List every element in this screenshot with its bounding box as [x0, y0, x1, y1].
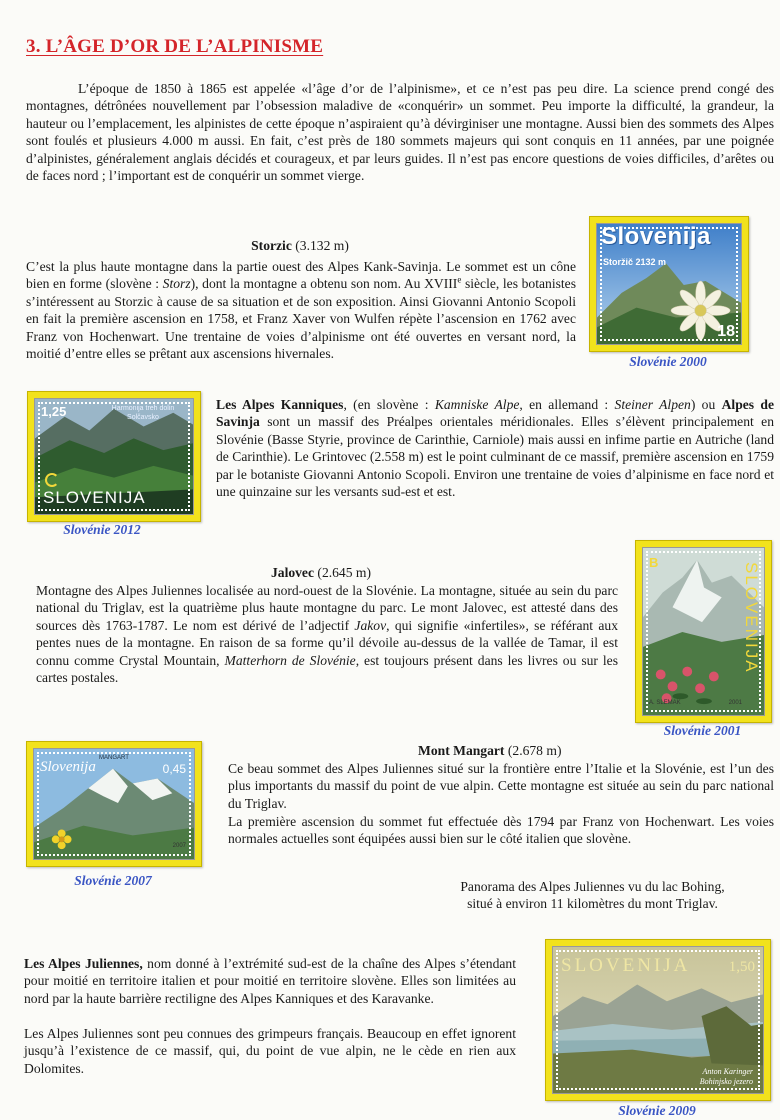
jalovec-name: Jalovec: [270, 565, 315, 580]
stamp-mangart-top: MANGART: [99, 755, 129, 761]
stamp-juliennes-sig-2: Bohinjsko jezero: [699, 1077, 753, 1086]
stamp-juliennes: [545, 939, 771, 1101]
panorama-line-1: Panorama des Alpes Juliennes vu du lac Bohing,: [460, 879, 725, 894]
intro-paragraph: L’époque de 1850 à 1865 est appelée «l’âge d’or de l’alpinisme», et ce n’est pas peu dire. La science prend congé des montagnes, détrônées nouvellement par l’obsession maladive de «conquérir» un sommet. Peu importe la difficulté, la grandeur, la hauteur ou l’emplacement, les alpinistes de cette époque n’aspiraient qu’à dévirginiser une montagne. Aussi bien des sommets des Alpes sont foulés et plusieurs 4.000 m aussi. En fait, c’est près de 180 sommets majeurs qui sont conquis en 11 années, par une poignée d’alpinistes, généralement anglais décidés et courageux, et par leurs guides. Il n’est pas encore questions de voies difficiles, d’arêtes ou de faces nord ; l’important est de conquérir un sommet vierge.: [26, 81, 774, 184]
storzic-text: [26, 258, 576, 362]
kanniques-italic-1: Kamniske Alpe: [434, 397, 520, 412]
storzic-text-1: C’est la plus haute montagne dans la partie ouest des Alpes Kank-Savinja. Le sommet est un cône bien en forme (slovène :: [26, 259, 576, 292]
storzic-heading: [26, 237, 574, 254]
storzic-text-italic: Storz: [162, 276, 191, 292]
caption-kanniques: Slovénie 2012: [63, 522, 141, 537]
caption-jalovec: Slovénie 2001: [663, 723, 742, 738]
caption-mangart: Slovénie 2007: [74, 873, 152, 888]
stamp-juliennes-sig-1: Anton Karinger: [702, 1067, 753, 1076]
stamp-kanniques-place: [103, 404, 183, 422]
juliennes-text-2: Les Alpes Juliennes sont peu connues des grimpeurs français. Beaucoup en effet ignorent jusqu’à l’existence de ce massif, qui, du point de vue alpin, ne le cède en rien aux Dolomites.: [24, 1026, 516, 1076]
juliennes-text-1: [24, 955, 516, 1007]
storzic-superscript: e: [457, 274, 462, 285]
juliennes-text-1a: nom donné à l’extrémité sud-est de la chaîne des Alpes s’étendant pour moitié en territoire italien et pour moitié en territoire slovène. Elles son limitées au nord par la haute barrière rectiligne des Alpes Kanniques et des Karavanke.: [24, 956, 516, 1006]
stamp-mangart-value: 0,45: [162, 762, 186, 776]
kanniques-name: Les Alpes Kanniques: [216, 397, 344, 412]
stamp-juliennes-value: 1,50: [728, 959, 755, 975]
stamp-jalovec-value: B: [649, 555, 659, 570]
kanniques-text-1: , (en slovène :: [343, 397, 435, 412]
stamp-kanniques-country: SLOVENIJA: [43, 488, 146, 507]
mangart-text-2: La première ascension du sommet fut effectuée dès 1794 par Franz von Hochenwart. Les voies normales actuelles sont équipées aussi bien sur le côté italien que slovène.: [228, 814, 774, 847]
stamp-jalovec: [635, 540, 772, 723]
stamp-jalovec-year: 2001: [728, 699, 742, 706]
caption-juliennes: Slovénie 2009: [618, 1103, 696, 1118]
jalovec-text-3: , est toujours présent dans les livres ou sur les cartes postales.: [36, 652, 618, 686]
stamp-storzic-value: 18: [717, 322, 735, 340]
kanniques-text-3: ) ou: [690, 397, 722, 412]
stamp-jalovec-country: SLOVENIJA: [742, 562, 761, 674]
jalovec-italic-2: Matterhorn de Slovénie: [224, 652, 356, 668]
jalovec-text-1: Montagne des Alpes Juliennes localisée au nord-ouest de la Slovénie. La montagne, située au sein du parc national du Triglav, est la quatrième plus haute montagne du parc. Le mont Jalovec, est attesté dans des sources dès 1763-1787. Le nom est dérivé de l’adjectif: [36, 583, 618, 633]
kanniques-text-4: sont un massif des Préalpes orientales méridionales. Elles s’élèvent principalement en Slovénie (Basse Styrie, province de Carinthie, Carniole) mais aussi en infime partie en Autriche (land de Carinthie). Le Grintovec (2.558 m) est le point culminant de ce massif, première ascension en 1759 par le botaniste Giovanni Antonio Scopoli. Environ une trentaine de voies d’alpinisme en face nord et une quinzaine sur les versants sud-est et est.: [216, 414, 774, 500]
kanniques-text: [216, 396, 774, 500]
stamp-juliennes-country: SLOVENIJA: [561, 955, 691, 976]
jalovec-text: [36, 582, 618, 686]
jalovec-altitude: (2.645 m): [314, 565, 372, 580]
stamp-juliennes-signature: [700, 1067, 753, 1087]
panorama-line-2: situé à environ 11 kilomètres du mont Triglav.: [467, 896, 718, 912]
juliennes-name: Les Alpes Juliennes,: [24, 956, 143, 971]
jalovec-heading: [26, 564, 616, 581]
stamp-kanniques: [27, 391, 201, 522]
caption-storzic: Slovénie 2000: [629, 354, 707, 369]
kanniques-text-2: , en allemand :: [519, 397, 615, 412]
stamp-kanniques-value: 1,25: [41, 404, 67, 419]
storzic-altitude: (3.132 m): [291, 238, 349, 253]
page-title: 3. L’ÂGE D’OR DE L’ALPINISME: [26, 36, 324, 57]
mangart-name: Mont Mangart: [418, 743, 505, 758]
stamp-mangart-year: 2007: [172, 842, 186, 849]
mangart-text-1: Ce beau sommet des Alpes Juliennes situé sur la frontière entre l’Italie et la Slovénie, est l’un des plus importants du massif du point de vue alpin. Cette montagne est située au sein du parc national du Triglav.: [228, 761, 774, 811]
mangart-heading: [418, 742, 561, 759]
stamp-storzic-subtitle: Storžič 2132 m: [603, 257, 667, 267]
stamp-mangart-country: Slovenija: [40, 759, 96, 775]
storzic-text-3: siècle, les botanistes s’intéressent au Storzic à cause de sa situation et de son exposition. Ainsi Giovanni Antonio Scopoli en fait la première ascension en 1758, et Franz Xaver von Wulfen répète l’ascension en 1762 avec Franz von Hochenwart. Une trentaine de voies d’alpinisme ont été ouvertes en versant nord, la moitié d’entre elles se prêtant aux ascensions hivernales.: [26, 276, 577, 362]
kanniques-italic-2: Steiner Alpen: [614, 397, 691, 412]
jalovec-italic-1: Jakov: [354, 617, 387, 633]
stamp-storzic: [589, 216, 749, 352]
stamp-jalovec-artist: A. SLEMAK: [649, 699, 681, 706]
jalovec-text-2: , qui signifie «infertiles», se référant aux pentes nues de la montagne. En raison de sa forme qu’il dévoile au-dessus de la vallée de Tamar, il est connu comme Crystal Mountain,: [36, 617, 619, 668]
panorama-caption: [420, 878, 765, 913]
mangart-altitude: (2.678 m): [504, 743, 562, 758]
stamp-storzic-country: Slovenija: [601, 223, 711, 250]
posthorn-icon: [45, 473, 59, 487]
stamp-kanniques-place-1: Harmonija treh dolin: [111, 405, 175, 412]
kanniques-name-2: Alpes de Savinja: [216, 397, 774, 430]
stamp-kanniques-place-2: Solčavsko: [127, 414, 159, 421]
storzic-name: Storzic: [251, 238, 292, 253]
storzic-text-2: ), dont la montagne a obtenu son nom. Au XVIII: [190, 276, 458, 292]
stamp-mangart: [26, 741, 202, 867]
